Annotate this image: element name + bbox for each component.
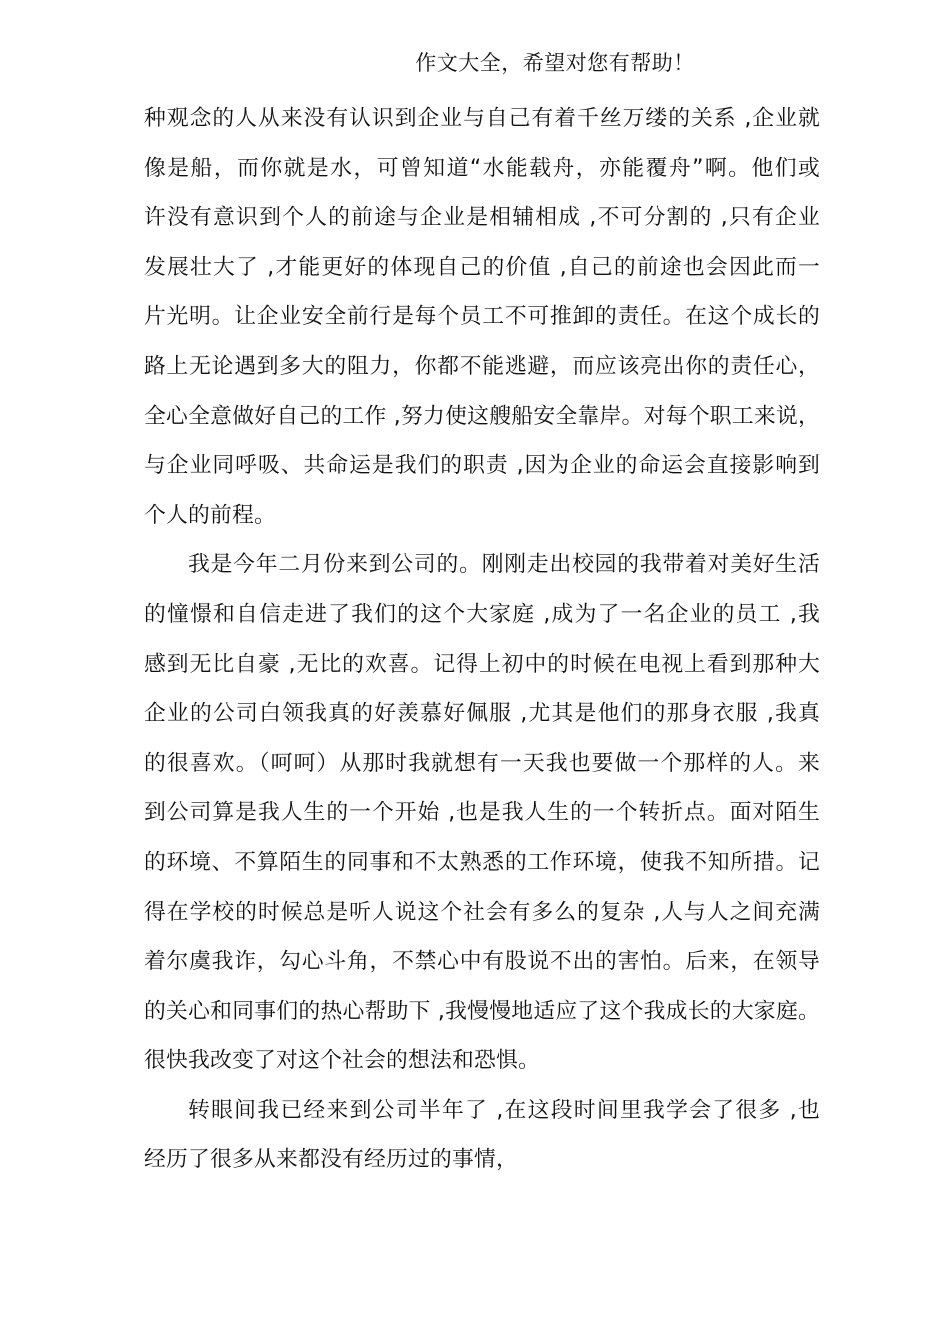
text-line: 种观念的人从来没有认识到企业与自己有着千丝万缕的关系 ,企业就: [144, 106, 820, 131]
text-line: 发展壮大了 ,才能更好的体现自己的价值 ,自己的前途也会因此而一: [144, 254, 820, 280]
text-line: 的很喜欢。（呵呵）从那时我就想有一天我也要做一个那样的人。来: [144, 750, 820, 776]
text-line: 的关心和同事们的热心帮助下 ,我慢慢地适应了这个我成长的大家庭。: [144, 998, 820, 1024]
text-line: 个人的前程。: [144, 502, 276, 528]
text-line: 我是今年二月份来到公司的。刚刚走出校园的我带着对美好生活: [188, 552, 820, 578]
text-line: 路上无论遇到多大的阻力，你都不能逃避，而应该亮出你的责任心，: [144, 353, 820, 379]
paragraph-2: [144, 540, 820, 1086]
text-line: 很快我改变了对这个社会的想法和恐惧。: [144, 1048, 540, 1074]
text-line: 到公司算是我人生的一个开始 ,也是我人生的一个转折点。面对陌生: [144, 800, 820, 826]
text-line: 着尔虞我诈，勾心斗角，不禁心中有股说不出的害怕。后来，在领导: [144, 949, 820, 975]
text-line: 全心全意做好自己的工作 ,努力使这艘船安全靠岸。对每个职工来说，: [144, 403, 820, 429]
text-line: 经历了很多从来都没有经历过的事情，: [144, 1147, 518, 1173]
text-line: 像是船，而你就是水，可曾知道“水能载舟，亦能覆舟”啊。他们或: [144, 155, 820, 181]
text-line: 感到无比自豪 ,无比的欢喜。记得上初中的时候在电视上看到那种大: [144, 651, 820, 677]
text-line: 转眼间我已经来到公司半年了 ,在这段时间里我学会了很多 ,也: [188, 1097, 820, 1123]
text-line: 与企业同呼吸、共命运是我们的职责 ,因为企业的命运会直接影响到: [144, 453, 820, 479]
text-line: 企业的公司白领我真的好羡慕好佩服 ,尤其是他们的那身衣服 ,我真: [144, 701, 820, 727]
text-line: 许没有意识到个人的前途与企业是相辅相成 ,不可分割的 ,只有企业: [144, 205, 820, 231]
document-body: [144, 94, 820, 1185]
text-line: 的环境、不算陌生的同事和不太熟悉的工作环境，使我不知所措。记: [144, 849, 820, 875]
text-line: 的憧憬和自信走进了我们的这个大家庭 ,成为了一名企业的员工 ,我: [144, 601, 820, 627]
text-line: 片光明。让企业安全前行是每个员工不可推卸的责任。在这个成长的: [144, 304, 820, 330]
text-line: 得在学校的时候总是听人说这个社会有多么的复杂 ,人与人之间充满: [144, 899, 820, 925]
paragraph-3: [144, 1086, 820, 1185]
page-header: 作文大全，希望对您有帮助！: [415, 51, 695, 75]
paragraph-1: [144, 94, 820, 540]
